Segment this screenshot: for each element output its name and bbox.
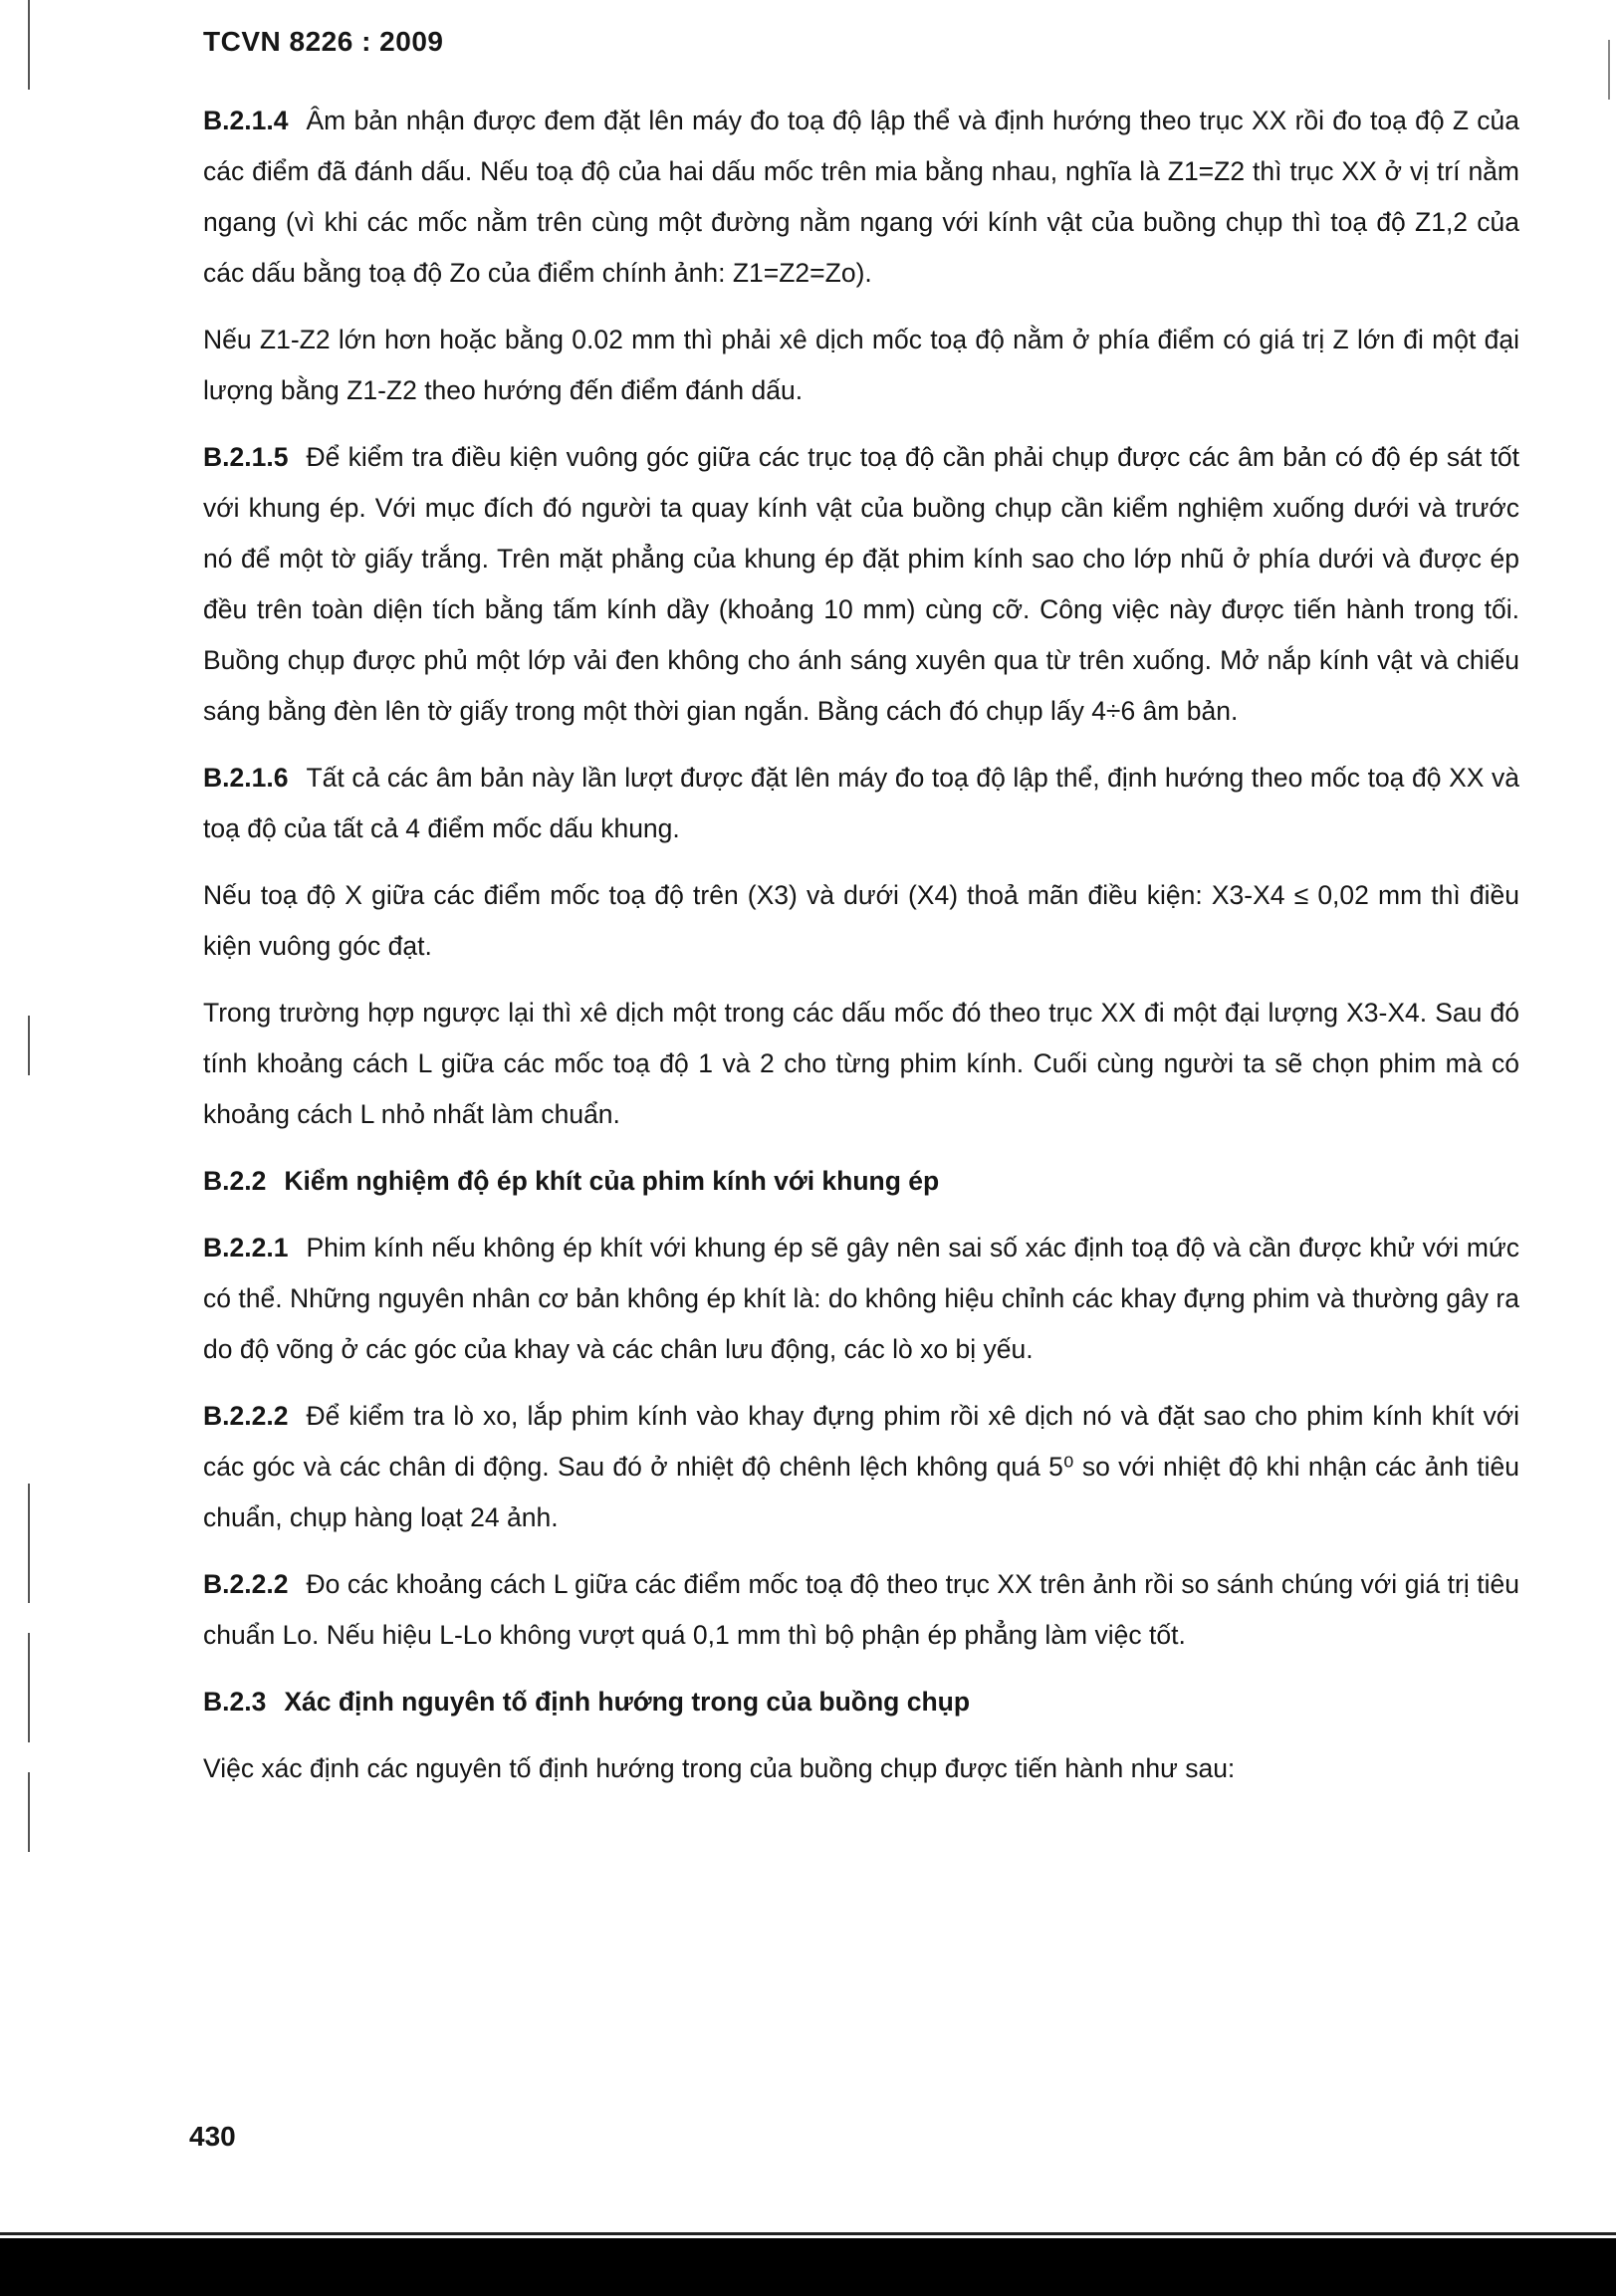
paragraph-text: Trong trường hợp ngược lại thì xê dịch một trong các dấu mốc đó theo trục XX đi một đại lượng X3-X4. Sau đó tính khoảng cách L giữa các mốc toạ độ 1 và 2 cho từng phim kính. Cuối cùng người ta sẽ chọn phim mà có khoảng cách L nhỏ nhất làm chuẩn. (203, 998, 1519, 1129)
section-heading-b-2-3 (203, 1677, 1519, 1727)
paragraph-b-2-2-1 (203, 1223, 1519, 1375)
section-title: Xác định nguyên tố định hướng trong của buồng chụp (284, 1687, 971, 1717)
paragraph-text: Tất cả các âm bản này lần lượt được đặt lên máy đo toạ độ lập thể, định hướng theo mốc toạ độ XX và toạ độ của tất cả 4 điểm mốc dấu khung. (203, 763, 1519, 843)
paragraph-text: Để kiểm tra điều kiện vuông góc giữa các trục toạ độ cần phải chụp được các âm bản có độ ép sát tốt với khung ép. Với mục đích đó người ta quay kính vật của buồng chụp cần kiểm nghiệm xuống dưới và trước nó để một tờ giấy trắng. Trên mặt phẳng của khung ép đặt phim kính sao cho lớp nhũ ở phía dưới và được ép đều trên toàn diện tích bằng tấm kính dầy (khoảng 10 mm) cùng cỡ. Công việc này được tiến hành trong tối. Buồng chụp được phủ một lớp vải đen không cho ánh sáng xuyên qua từ trên xuống. Mở nắp kính vật và chiếu sáng bằng đèn lên tờ giấy trong một thời gian ngắn. Bằng cách đó chụp lấy 4÷6 âm bản. (203, 442, 1519, 726)
section-number: B.2.3 (203, 1687, 267, 1717)
paragraph-text: Phim kính nếu không ép khít với khung ép sẽ gây nên sai số xác định toạ độ và cần được khử với mức có thể. Những nguyên nhân cơ bản không ép khít là: do không hiệu chỉnh các khay đựng phim và thường gây ra do độ võng ở các góc của khay và các chân lưu động, các lò xo bị yếu. (203, 1233, 1519, 1364)
paragraph-text: Để kiểm tra lò xo, lắp phim kính vào khay đựng phim rồi xê dịch nó và đặt sao cho phim kính khít với các góc và các chân di động. Sau đó ở nhiệt độ chênh lệch không quá 5⁰ so với nhiệt độ khi nhận các ảnh tiêu chuẩn, chụp hàng loạt 24 ảnh. (203, 1401, 1519, 1532)
paragraph-text: Nếu toạ độ X giữa các điểm mốc toạ độ trên (X3) và dưới (X4) thoả mãn điều kiện: X3-X4 ≤ 0,02 mm thì điều kiện vuông góc đạt. (203, 880, 1519, 961)
scan-bottom-edge (0, 2238, 1616, 2296)
paragraph-b-2-1-5 (203, 432, 1519, 737)
scan-edge-mark (1608, 40, 1610, 100)
clause-number: B.2.2.2 (203, 1569, 289, 1599)
section-number: B.2.2 (203, 1166, 267, 1196)
scan-edge-line (28, 1484, 30, 1603)
scan-edge-line (28, 0, 30, 90)
clause-number: B.2.1.6 (203, 763, 289, 793)
paragraph-x-condition (203, 870, 1519, 972)
paragraph-text: Việc xác định các nguyên tố định hướng trong của buồng chụp được tiến hành như sau: (203, 1753, 1236, 1783)
section-title: Kiểm nghiệm độ ép khít của phim kính với khung ép (284, 1166, 940, 1196)
section-heading-b-2-2 (203, 1156, 1519, 1207)
paragraph-b-2-1-6 (203, 753, 1519, 854)
paragraph-otherwise (203, 988, 1519, 1140)
paragraph-z-difference (203, 315, 1519, 416)
paragraph-text: Âm bản nhận được đem đặt lên máy đo toạ độ lập thể và định hướng theo trục XX rồi đo toạ độ Z của các điểm đã đánh dấu. Nếu toạ độ của hai dấu mốc trên mia bằng nhau, nghĩa là Z1=Z2 thì trục XX ở vị trí nằm ngang (vì khi các mốc nằm trên cùng một đường nằm ngang với kính vật của buồng chụp thì toạ độ Z1,2 của các dấu bằng toạ độ Zo của điểm chính ảnh: Z1=Z2=Zo). (203, 106, 1519, 288)
clause-number: B.2.2.1 (203, 1233, 289, 1263)
paragraph-text: Nếu Z1-Z2 lớn hơn hoặc bằng 0.02 mm thì phải xê dịch mốc toạ độ nằm ở phía điểm có giá trị Z lớn đi một đại lượng bằng Z1-Z2 theo hướng đến điểm đánh dấu. (203, 325, 1519, 405)
scan-edge-line (28, 1772, 30, 1852)
paragraph-b-2-2-2-b (203, 1559, 1519, 1661)
paragraph-b-2-2-2-a (203, 1391, 1519, 1543)
paragraph-text: Đo các khoảng cách L giữa các điểm mốc toạ độ theo trục XX trên ảnh rồi so sánh chúng với giá trị tiêu chuẩn Lo. Nếu hiệu L-Lo không vượt quá 0,1 mm thì bộ phận ép phẳng làm việc tốt. (203, 1569, 1519, 1650)
scan-edge-line (28, 1016, 30, 1075)
clause-number: B.2.2.2 (203, 1401, 289, 1431)
page-number: 430 (189, 2121, 236, 2152)
clause-number: B.2.1.4 (203, 106, 289, 135)
clause-number: B.2.1.5 (203, 442, 289, 472)
page-header-title: TCVN 8226 : 2009 (203, 26, 444, 57)
scan-edge-line (28, 1633, 30, 1742)
paragraph-b-2-1-4 (203, 96, 1519, 299)
paragraph-intro-b-2-3 (203, 1743, 1519, 1794)
document-body (203, 96, 1519, 1810)
